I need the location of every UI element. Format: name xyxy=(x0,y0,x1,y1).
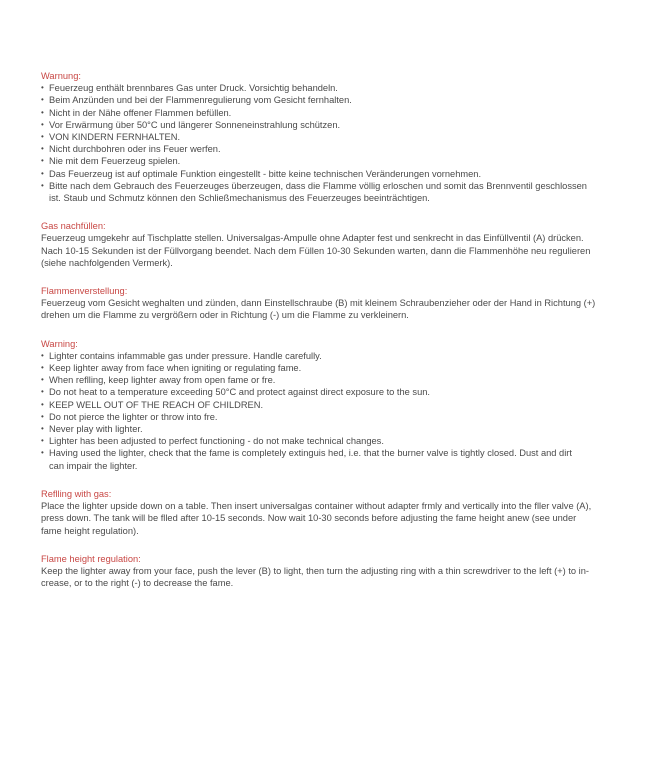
bullet-icon: • xyxy=(41,350,44,360)
section-warnung-de xyxy=(41,70,626,204)
bullet-item xyxy=(41,423,626,435)
bullet-text: Beim Anzünden und bei der Flammenregulierung vom Gesicht fernhalten. xyxy=(49,95,352,106)
section-gas-nachfuellen-de xyxy=(41,220,626,269)
bullet-text: Bitte nach dem Gebrauch des Feuerzeuges überzeugen, dass die Flamme völlig erloschen und somit das Brennventil geschlossen xyxy=(49,180,587,191)
bullet-icon: • xyxy=(41,156,44,166)
bullet-item xyxy=(41,82,626,94)
bullet-item xyxy=(41,411,626,423)
section-refilling-en xyxy=(41,488,626,537)
bullet-item xyxy=(41,180,626,192)
bullet-icon: • xyxy=(41,399,44,409)
paragraph-line: Feuerzeug vom Gesicht weghalten und zünden, dann Einstellschraube (B) mit kleinem Schraubenzieher oder der Hand in Richtung (+) xyxy=(41,298,596,309)
paragraph-line: Place the lighter upside down on a table. Then insert universalgas container without adapter frmly and vertically into the fller valve (A), xyxy=(41,501,592,512)
bullet-text: When reflling, keep lighter away from open fame or fre. xyxy=(49,375,276,386)
paragraph-line: crease, or to the right (-) to decrease the fame. xyxy=(41,578,234,589)
bullet-icon: • xyxy=(41,424,44,434)
bullet-text: Lighter has been adjusted to perfect functioning - do not make technical changes. xyxy=(49,436,384,447)
bullet-icon: • xyxy=(41,363,44,373)
section-heading: Warnung: xyxy=(41,71,81,81)
bullet-icon: • xyxy=(41,119,44,129)
bullet-item xyxy=(41,94,626,106)
paragraph-line: drehen um die Flamme zu vergrößern oder in Richtung (-) um die Flamme zu verkleinern. xyxy=(41,310,409,321)
bullet-icon: • xyxy=(41,180,44,190)
bullet-icon: • xyxy=(41,107,44,117)
bullet-item xyxy=(41,119,626,131)
section-warning-en xyxy=(41,338,626,472)
bullet-text: Lighter contains infammable gas under pressure. Handle carefully. xyxy=(49,350,322,361)
bullet-icon: • xyxy=(41,375,44,385)
section-heading: Warning: xyxy=(41,338,78,349)
bullet-item xyxy=(41,131,626,143)
bullet-text: Do not heat to a temperature exceeding 50°C and protect against direct exposure to the sun. xyxy=(49,387,430,398)
section-heading: Flammenverstellung: xyxy=(41,286,128,297)
bullet-icon: • xyxy=(41,132,44,142)
bullet-item xyxy=(41,447,626,459)
bullet-text: Vor Erwärmung über 50°C und längerer Sonneneinstrahlung schützen. xyxy=(49,119,341,130)
section-heading: Gas nachfüllen: xyxy=(41,221,106,232)
bullet-item xyxy=(41,168,626,180)
bullet-text: Nie mit dem Feuerzeug spielen. xyxy=(49,156,181,167)
bullet-text: KEEP WELL OUT OF THE REACH OF CHILDREN. xyxy=(49,399,264,410)
paragraph-line: Nach 10-15 Sekunden ist der Füllvorgang beendet. Nach dem Füllen 10-30 Sekunden warten, dann die Flammenhöhe neu regulieren xyxy=(41,245,591,256)
sections xyxy=(41,70,626,589)
bullet-icon: • xyxy=(41,95,44,105)
bullet-item xyxy=(41,107,626,119)
bullet-icon: • xyxy=(41,83,44,93)
bullet-text: VON KINDERN FERNHALTEN. xyxy=(49,132,181,143)
bullet-continuation: ist. Staub und Schmutz können den Schließmechanismus des Feuerzeuges beeinträchtigen. xyxy=(49,193,430,204)
section-heading: Reflling with gas: xyxy=(41,488,112,499)
bullet-text: Keep lighter away from face when igniting or regulating fame. xyxy=(49,363,302,374)
bullet-text: Feuerzeug enthält brennbares Gas unter Druck. Vorsichtig behandeln. xyxy=(49,83,338,94)
paragraph-line: fame height regulation). xyxy=(41,525,139,536)
bullet-continuation: can impair the lighter. xyxy=(49,460,138,471)
paragraph-line: Feuerzeug umgekehr auf Tischplatte stellen. Universalgas-Ampulle ohne Adapter fest und senkrecht in das Einfüllventil (A) drücken. xyxy=(41,233,584,244)
bullet-item xyxy=(41,362,626,374)
bullet-text: Do not pierce the lighter or throw into fre. xyxy=(49,411,218,422)
bullet-item xyxy=(41,399,626,411)
bullet-item xyxy=(41,143,626,155)
bullet-text: Nicht in der Nähe offener Flammen befüllen. xyxy=(49,107,232,118)
section-flammenverstellung-de xyxy=(41,285,626,322)
bullet-icon: • xyxy=(41,168,44,178)
bullet-icon: • xyxy=(41,411,44,421)
paragraph-line: press down. The tank will be flled after 10-15 seconds. Now wait 10-30 seconds before adjusting the fame height anew (see under xyxy=(41,513,577,524)
bullet-icon: • xyxy=(41,387,44,397)
bullet-icon: • xyxy=(41,436,44,446)
bullet-icon: • xyxy=(41,144,44,154)
bullet-item xyxy=(41,155,626,167)
bullet-icon: • xyxy=(41,448,44,458)
bullet-text: Das Feuerzeug ist auf optimale Funktion eingestellt - bitte keine technischen Veränderungen vornehmen. xyxy=(49,168,482,179)
bullet-text: Nicht durchbohren oder ins Feuer werfen. xyxy=(49,144,221,155)
paragraph-line: Keep the lighter away from your face, push the lever (B) to light, then turn the adjusting ring with a thin screwdriver to the left (+) to in- xyxy=(41,565,590,576)
bullet-text: Never play with lighter. xyxy=(49,424,143,435)
bullet-item xyxy=(41,350,626,362)
bullet-item xyxy=(41,386,626,398)
bullet-text: Having used the lighter, check that the fame is completely extinguis hed, i.e. that the burner valve is tightly closed. Dust and dirt xyxy=(49,448,572,459)
paragraph-line: (siehe nachfolgenden Vermerk). xyxy=(41,257,173,268)
section-flame-height-en xyxy=(41,553,626,590)
bullet-item xyxy=(41,374,626,386)
instruction-sheet xyxy=(41,70,626,589)
section-heading: Flame height regulation: xyxy=(41,553,141,564)
bullet-item xyxy=(41,435,626,447)
